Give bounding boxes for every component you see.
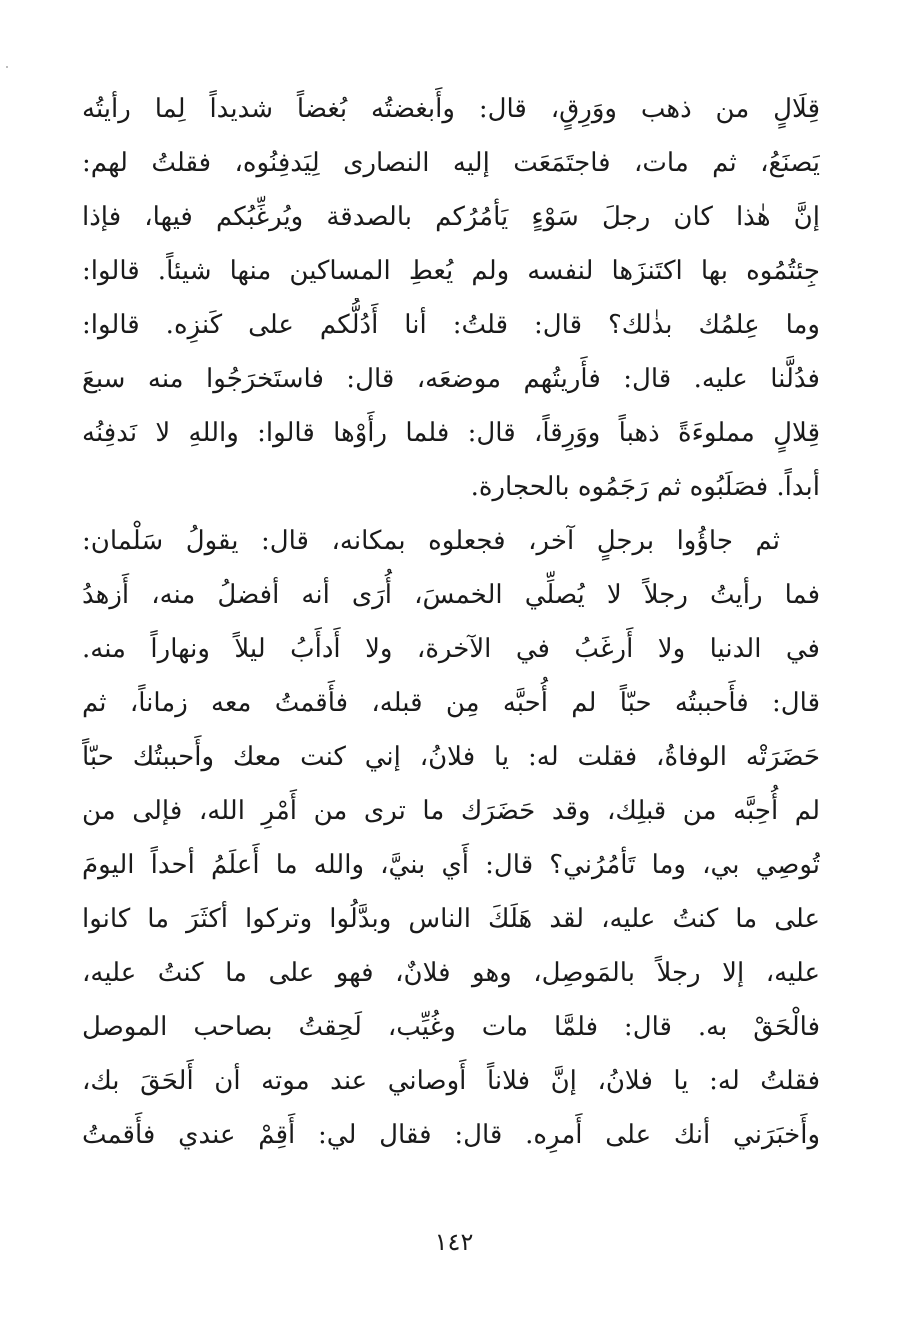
text-line: عليه، إلا رجلاً بالمَوصِل، وهو فلانٌ، فهو على ما كنتُ عليه، bbox=[82, 958, 820, 988]
text-line: ثم جاؤُوا برجلٍ آخر، فجعلوه بمكانه، قال: يقولُ سَلْمان: bbox=[82, 526, 780, 556]
paragraph-2 bbox=[82, 514, 820, 1162]
text-line: فما رأيتُ رجلاً لا يُصلِّي الخمسَ، أُرَى أنه أفضلُ منه، أَزهدُ bbox=[82, 580, 820, 610]
text-line: فدُلَّنا عليه. قال: فأَريتُهم موضعَه، قال: فاستَخرَجُوا منه سبعَ bbox=[82, 364, 820, 394]
text-line: تُوصِي بي، وما تَأمُرُني؟ قال: أَي بنيَّ، والله ما أَعلَمُ أحداً اليومَ bbox=[82, 850, 820, 880]
text-line: فقلتُ له: يا فلانُ، إنَّ فلاناً أَوصاني عند موته أن أَلحَقَ بك، bbox=[82, 1066, 820, 1096]
text-line: أبداً. فصَلَبُوه ثم رَجَمُوه بالحجارة. bbox=[470, 472, 820, 502]
text-line: فالْحَقْ به. قال: فلمَّا مات وغُيِّب، لَحِقتُ بصاحب الموصل bbox=[82, 1012, 820, 1042]
text-line: في الدنيا ولا أَرغَبُ في الآخرة، ولا أَدأَبُ ليلاً ونهاراً منه. bbox=[82, 634, 820, 664]
page-number: ١٤٢ bbox=[434, 1228, 474, 1256]
scan-edge-mark bbox=[6, 66, 8, 68]
text-line: وأَخبَرَني أنك على أَمرِه. قال: فقال لي: أَقِمْ عندي فأَقمتُ bbox=[82, 1120, 820, 1150]
text-line: يَصنَعُ، ثم مات، فاجتَمَعَت إليه النصارى لِيَدفِنُوه، فقلتُ لهم: bbox=[82, 148, 820, 178]
text-line: إنَّ هٰذا كان رجلَ سَوْءٍ يَأمُرُكم بالصدقة ويُرغِّبُكم فيها، فإذا bbox=[82, 202, 820, 232]
text-line: جِئتُمُوه بها اكتَنزَها لنفسه ولم يُعطِ المساكين منها شيئاً. قالوا: bbox=[82, 256, 820, 286]
text-line: على ما كنتُ عليه، لقد هَلَكَ الناس وبدَّلُوا وتركوا أكثَرَ ما كانوا bbox=[82, 904, 820, 934]
text-line: وما عِلمُك بذٰلك؟ قال: قلتُ: أنا أَدُلُّكم على كَنزِه. قالوا: bbox=[82, 310, 820, 340]
text-line: قِلالٍ مملوءَةً ذهباً ووَرِقاً، قال: فلما رأَوْها قالوا: واللهِ لا نَدفِنُه bbox=[82, 418, 820, 448]
text-line: قال: فأَحببتُه حبّاً لم أُحبَّه مِن قبله، فأَقمتُ معه زماناً، ثم bbox=[82, 688, 820, 718]
text-line: حَضَرَتْه الوفاةُ، فقلت له: يا فلانُ، إني كنت معك وأَحببتُك حبّاً bbox=[82, 742, 820, 772]
paragraph-1 bbox=[82, 82, 820, 514]
text-line: لم أُحِبَّه من قبلِك، وقد حَضَرَك ما ترى من أَمْرِ الله، فإلى من bbox=[82, 796, 820, 826]
text-line: قِلَالٍ من ذهب ووَرِقٍ، قال: وأَبغضتُه بُغضاً شديداً لِما رأيتُه bbox=[82, 94, 820, 124]
